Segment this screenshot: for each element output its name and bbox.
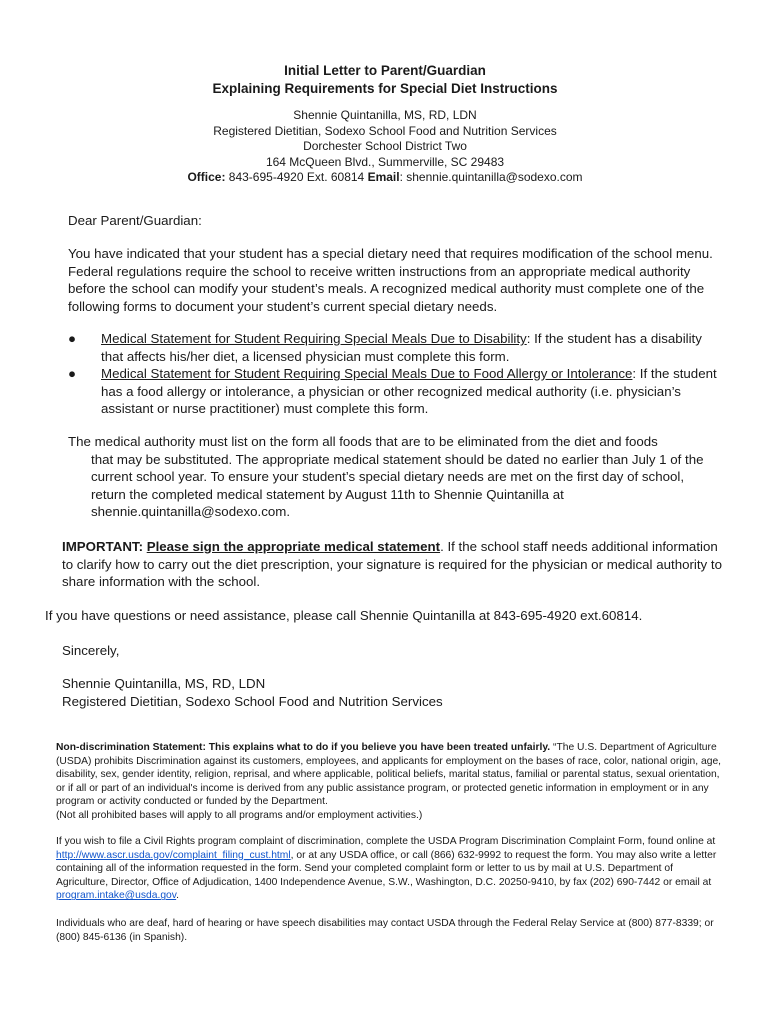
important-notice — [62, 538, 722, 591]
program-intake-email-link[interactable]: program.intake@usda.gov — [56, 890, 177, 902]
civil-rights-text-1: If you wish to file a Civil Rights program complaint of discrimination, complete the USDA Program Discrimination Complaint Form, found online at — [56, 836, 716, 847]
allergy-form-link[interactable]: Medical Statement for Student Requiring Special Meals Due to Food Allergy or Intolerance — [101, 366, 633, 381]
civil-rights-text-2: , or at any USDA office, or call (866) 632-9992 to request the form. You may also write a letter containing all of the information requested in the form. Send your completed complaint form or letter to us by mail at U.S. Department of Agriculture, Director, Office of Adjudication, 1400 Independence Avenue, S.W., Washington, D.C. 20250-9410, by fax (202) 690-7442 or email at — [56, 849, 717, 888]
form-list — [68, 330, 718, 418]
email-label: Email — [367, 170, 400, 185]
instructions-first-line: The medical authority must list on the form all foods that are to be eliminated from the diet and foods — [68, 434, 658, 449]
civil-rights-text-3: . — [176, 890, 180, 902]
letter-subtitle: Explaining Requirements for Special Diet Instructions — [212, 81, 558, 96]
intro-paragraph: You have indicated that your student has a special dietary need that requires modification of the school menu. Federal regulations require the school to receive written instructions from an appropriate medical authority before the school can modify your student’s meals. A recognized medical authority must complete one of the following forms to document your student’s current special dietary needs. — [68, 246, 713, 314]
complaint-form-link[interactable]: http://www.ascr.usda.gov/complaint_filing_cust.html — [56, 849, 291, 861]
nondiscrimination-statement — [56, 741, 726, 823]
instructions-rest: that may be substituted. The appropriate medical statement should be dated no earlier than July 1 of the current school year. To ensure your student’s special dietary needs are met on the first day of school, return the completed medical statement by August 11th to Shennie Quintanilla at shennie.quintanilla@sodexo.com. — [91, 451, 704, 519]
signature-title: Registered Dietitian, Sodexo School Food and Nutrition Services — [62, 693, 443, 709]
important-emphasis: Please sign the appropriate medical statement — [146, 539, 441, 554]
disability-form-link[interactable]: Medical Statement for Student Requiring Special Meals Due to Disability — [101, 331, 527, 346]
email-value: : shennie.quintanilla@sodexo.com — [399, 170, 583, 185]
nondiscrimination-label: Non-discrimination Statement: This explains what to do if you believe you have been treated unfairly. — [56, 742, 551, 753]
instructions-paragraph — [68, 433, 718, 521]
office-label: Office: — [187, 170, 226, 185]
greeting: Dear Parent/Guardian: — [68, 213, 202, 228]
civil-rights-paragraph — [56, 835, 726, 903]
list-item — [68, 365, 718, 418]
important-text: . If the school staff needs additional information to clarify how to carry out the diet prescription, your signature is required for the physician or medical authority to share information with the school. — [62, 539, 722, 589]
signature-name: Shennie Quintanilla, MS, RD, LDN — [62, 676, 266, 691]
list-item — [68, 330, 718, 365]
allergy-form-text: : If the student has a food allergy or intolerance, a physician or other recognized medical authority (i.e. physician’s assistant or nurse practitioner) must complete this form. — [101, 366, 717, 416]
important-label: IMPORTANT: — [62, 539, 147, 554]
closing: Sincerely, — [62, 643, 120, 658]
sender-district: Dorchester School District Two — [303, 139, 467, 154]
sender-contact — [0, 170, 770, 186]
questions-line: If you have questions or need assistance, please call Shennie Quintanilla at 843-695-4920 ext.60814. — [45, 608, 643, 623]
nondiscrimination-note: (Not all prohibited bases will apply to all programs and/or employment activities.) — [56, 809, 423, 821]
sender-role: Registered Dietitian, Sodexo School Food and Nutrition Services — [213, 123, 557, 138]
letter-title: Initial Letter to Parent/Guardian — [284, 63, 486, 78]
sender-name: Shennie Quintanilla, MS, RD, LDN — [293, 108, 477, 122]
office-value: 843-695-4920 Ext. 60814 — [225, 170, 368, 185]
signature-block — [62, 675, 443, 710]
disability-form-text: : If the student has a disability that affects his/her diet, a licensed physician must complete this form. — [101, 331, 702, 364]
nondiscrimination-text: “The U.S. Department of Agriculture (USDA) prohibits Discrimination against its customers, employees, and applicants for employment on the bases of race, color, national origin, age, disability, sex, gender identity, religion, reprisal, and where applicable, political beliefs, marital status, familial or parental status, sexual orientation, or if all or part of an individual's income is derived from any public assistance program, or protected genetic information in employment or in any program or activity conducted or funded by the Department. — [56, 742, 722, 808]
relay-service-paragraph: Individuals who are deaf, hard of hearing or have speech disabilities may contact USDA through the Federal Relay Service at (800) 877-8339; or (800) 845-6136 (in Spanish). — [56, 918, 714, 943]
bullet-icon: ● — [68, 331, 77, 346]
bullet-icon: ● — [68, 366, 77, 381]
sender-address: 164 McQueen Blvd., Summerville, SC 29483 — [265, 154, 505, 169]
